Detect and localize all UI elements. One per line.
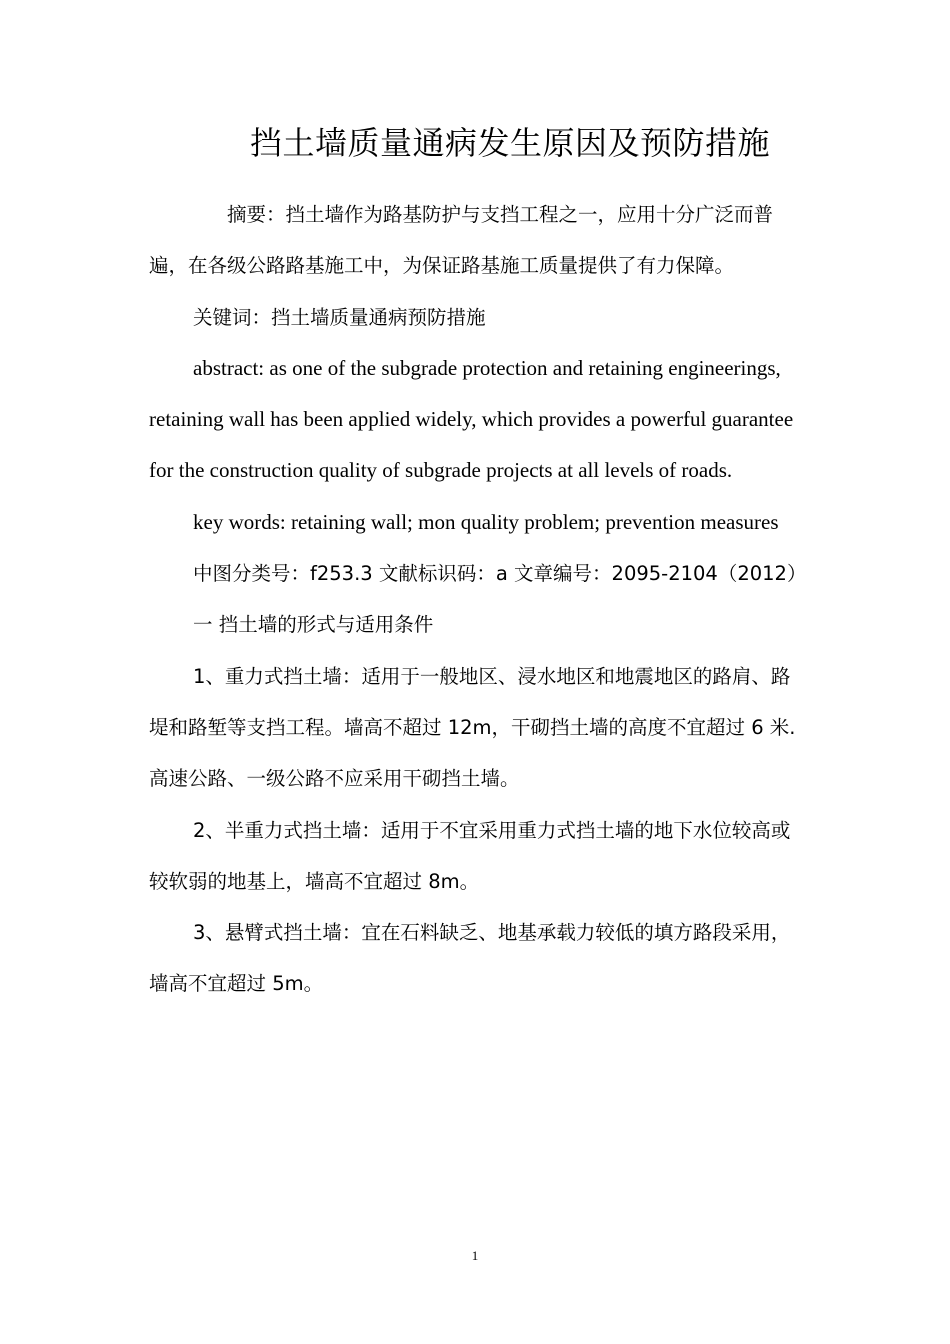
- section-heading: 一 挡土墙的形式与适用条件: [193, 613, 434, 637]
- list-item-gravity-wall: 1、重力式挡土墙：适用于一般地区、浸水地区和地震地区的路肩、路堤和路堑等支挡工程。墙高不超过 12m，干砌挡土墙的高度不宜超过 6 米.高速公路、一级公路不应采用干砌挡土墙。: [149, 664, 796, 791]
- list-item-semi-gravity-wall: 2、半重力式挡土墙：适用于不宜采用重力式挡土墙的地下水位较高或较软弱的地基上，墙高不宜超过 8m。: [149, 818, 791, 893]
- document-body: [149, 189, 807, 1010]
- abstract-english: abstract: as one of the subgrade protection and retaining engineerings, retaining wall has been applied widely, which provides a powerful guarantee for the construction quality of subgrade projects at all levels of roads.: [149, 355, 794, 483]
- classification-info: 中图分类号：f253.3 文献标识码：a 文章编号：2095-2104（2012）: [193, 562, 807, 586]
- page-number: 1: [471, 1248, 479, 1263]
- keywords-chinese: 关键词：挡土墙质量通病预防措施: [193, 305, 486, 329]
- list-item-cantilever-wall: 3、悬臂式挡土墙：宜在石料缺乏、地基承载力较低的填方路段采用，墙高不宜超过 5m。: [149, 921, 791, 996]
- keywords-english: key words: retaining wall; mon quality problem; prevention measures: [193, 509, 779, 534]
- document-title: 挡土墙质量通病发生原因及预防措施: [249, 124, 770, 162]
- abstract-chinese: 摘要：挡土墙作为路基防护与支挡工程之一，应用十分广泛而普遍，在各级公路路基施工中，为保证路基施工质量提供了有力保障。: [149, 203, 774, 278]
